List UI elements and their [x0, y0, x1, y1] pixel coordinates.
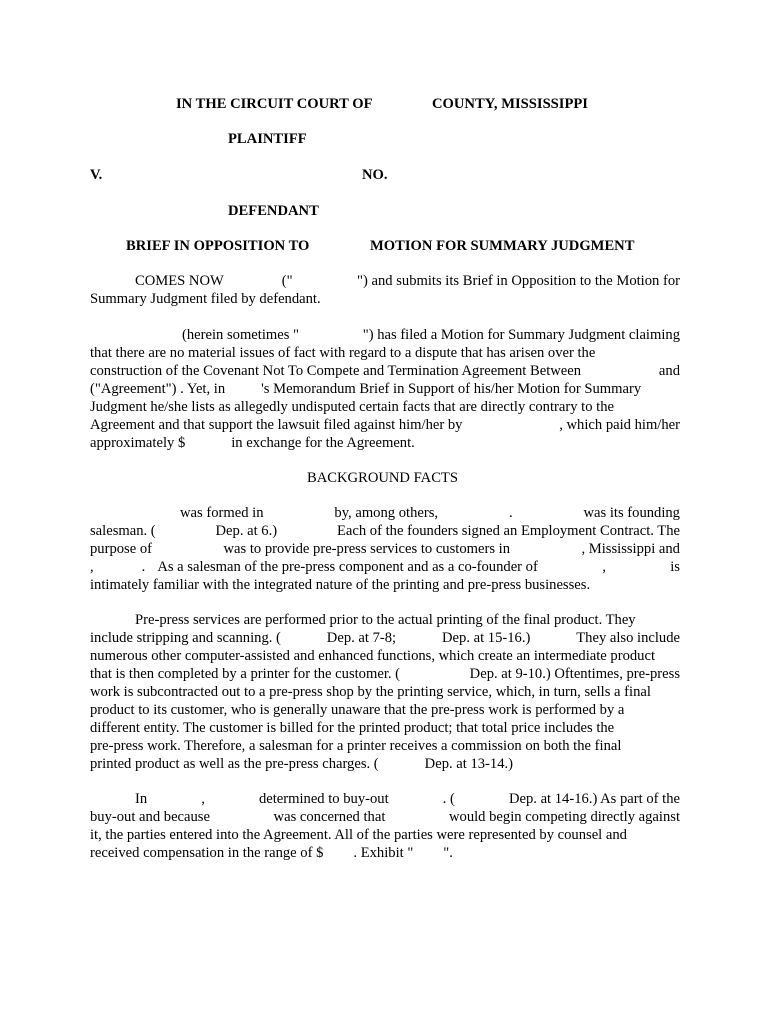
paragraph-text: In — [135, 791, 148, 807]
paragraph-text: printed product as well as the pre-press charges. ( — [90, 756, 379, 772]
versus-label: V. — [90, 167, 103, 183]
court-heading-right: COUNTY, MISSISSIPPI — [432, 96, 588, 112]
paragraph-text: Dep. at 7-8; — [326, 630, 397, 646]
paragraph-text: Each of the founders signed an Employment Contract. The — [336, 523, 680, 539]
paragraph-text: and — [658, 363, 680, 379]
paragraph-text: , Mississippi and — [581, 541, 680, 557]
paragraph-text: (herein sometimes " — [182, 327, 299, 343]
background-facts-heading: BACKGROUND FACTS — [307, 470, 458, 486]
defendant-label: DEFENDANT — [228, 203, 319, 219]
paragraph-text: . ( — [442, 791, 455, 807]
paragraph-text: construction of the Covenant Not To Compete and Termination Agreement Between — [90, 363, 582, 379]
paragraph-motion — [90, 326, 680, 452]
paragraph-text: . — [508, 505, 513, 521]
paragraph-text: They also include — [576, 630, 680, 646]
paragraph-text: Dep. at 13-14.) — [424, 756, 514, 772]
intro-text: (" — [281, 273, 293, 289]
paragraph-text: . — [141, 559, 146, 575]
paragraph-text: numerous other computer-assisted and enhanced functions, which create an intermediate product — [90, 648, 656, 664]
paragraph-text: that there are no material issues of fact with regard to a dispute that has arisen over the — [90, 345, 596, 361]
paragraph-text: by, among others, — [334, 505, 439, 521]
brief-title-right: MOTION FOR SUMMARY JUDGMENT — [370, 238, 635, 254]
paragraph-text: As a salesman of the pre-press component and as a co-founder of — [157, 559, 538, 575]
paragraph-text: was its founding — [583, 505, 680, 521]
paragraph-text: in exchange for the Agreement. — [231, 435, 415, 451]
paragraph-text: determined to buy-out — [258, 791, 389, 807]
court-heading-left: IN THE CIRCUIT COURT OF — [176, 96, 373, 112]
paragraph-text: , — [90, 559, 94, 575]
paragraph-text: it, the parties entered into the Agreement. All of the parties were represented by counsel and — [90, 827, 627, 843]
paragraph-text: , — [201, 791, 205, 807]
paragraph-text: Pre-press services are performed prior to the actual printing of the final product. They — [135, 612, 636, 628]
paragraph-text: pre-press work. Therefore, a salesman for a printer receives a commission on both the final — [90, 738, 622, 754]
paragraph-text: Judgment he/she lists as allegedly undisputed certain facts that are directly contrary to the — [90, 399, 614, 415]
paragraph-text: was formed in — [180, 505, 264, 521]
paragraph-text: purpose of — [90, 541, 153, 557]
intro-text: ") and submits its Brief in Opposition to the Motion for — [357, 273, 680, 289]
paragraph-text: different entity. The customer is billed for the printed product; that total price includes the — [90, 720, 615, 736]
plaintiff-label: PLAINTIFF — [228, 131, 307, 147]
paragraph-text: received compensation in the range of $ — [90, 845, 324, 861]
paragraph-text: was to provide pre-press services to customers in — [223, 541, 510, 557]
intro-paragraph — [90, 272, 680, 308]
paragraph-text: Dep. at 6.) — [215, 523, 278, 539]
paragraph-text: work is subcontracted out to a pre-press shop by the printing service, which, in turn, sells a final — [90, 684, 651, 700]
paragraph-text: would begin competing directly against — [448, 809, 680, 825]
paragraph-text: buy-out and because — [90, 809, 210, 825]
paragraph-text: Agreement and that support the lawsuit filed against him/her by — [90, 417, 463, 433]
paragraph-text: intimately familiar with the integrated nature of the printing and pre-press businesses. — [90, 577, 591, 593]
paragraph-text: Dep. at 9-10.) Oftentimes, pre-press — [469, 666, 680, 682]
brief-title-left: BRIEF IN OPPOSITION TO — [126, 238, 310, 254]
intro-text: COMES NOW — [135, 273, 224, 289]
paragraph-text: Dep. at 15-16.) — [442, 630, 531, 646]
paragraph-text: ") has filed a Motion for Summary Judgment claiming — [362, 327, 680, 343]
paragraph-text: , — [602, 559, 606, 575]
intro-text: Summary Judgment filed by defendant. — [90, 291, 321, 307]
paragraph-text: approximately $ — [90, 435, 186, 451]
paragraph-text: product to its customer, who is generally unaware that the pre-press work is performed by a — [90, 702, 625, 718]
paragraph-text: is — [670, 559, 680, 575]
paragraph-text: was concerned that — [273, 809, 386, 825]
paragraph-text: include stripping and scanning. ( — [90, 630, 281, 646]
paragraph-prepress — [90, 611, 680, 773]
paragraph-formation — [90, 504, 680, 594]
paragraph-text: Dep. at 14-16.) As part of the — [508, 791, 680, 807]
paragraph-text: . Exhibit " — [353, 845, 414, 861]
paragraph-text: , which paid him/her — [559, 417, 680, 433]
paragraph-text: ". — [443, 845, 453, 861]
paragraph-text: 's Memorandum Brief in Support of his/her Motion for Summary — [261, 381, 642, 397]
paragraph-text: ("Agreement") . Yet, in — [90, 381, 226, 397]
paragraph-text: that is then completed by a printer for the customer. ( — [90, 666, 401, 682]
case-number-label: NO. — [362, 167, 388, 183]
paragraph-buyout — [90, 790, 680, 862]
paragraph-text: salesman. ( — [90, 523, 156, 539]
